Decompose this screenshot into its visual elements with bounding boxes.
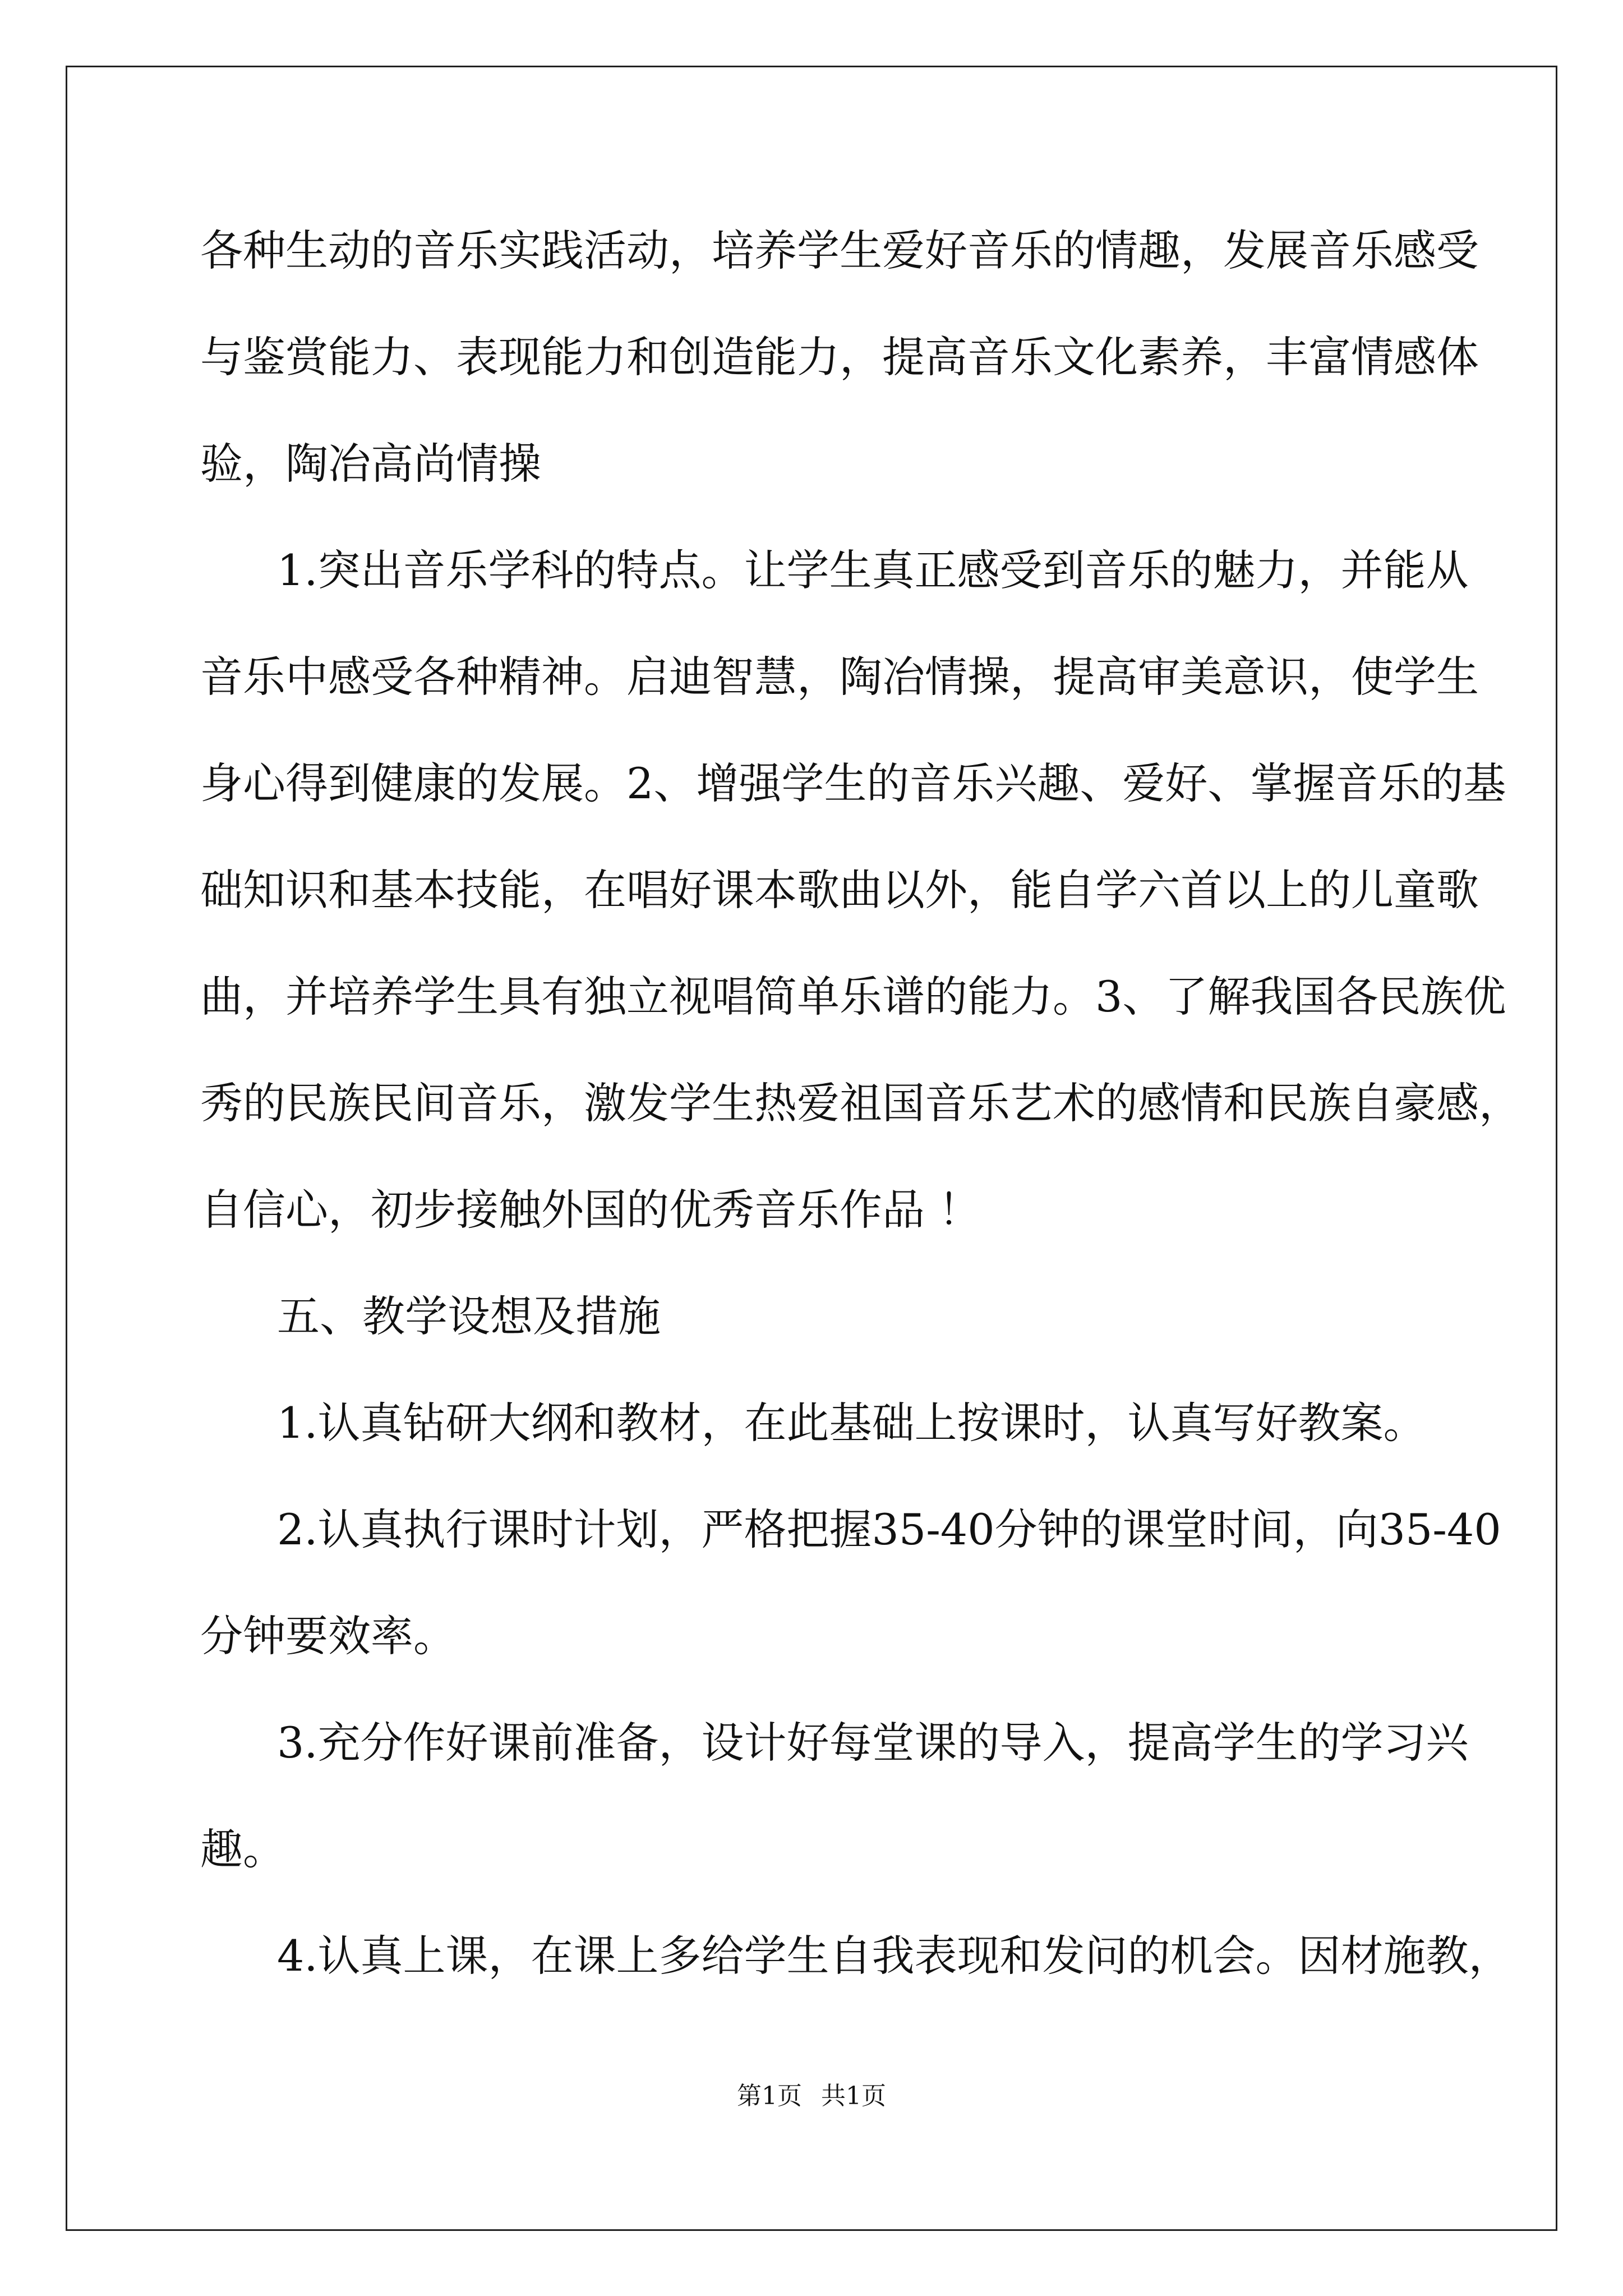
section-heading: 五、教学设想及措施	[277, 1291, 661, 1341]
text-line: 分钟要效率。	[200, 1611, 456, 1661]
text-line: 4.认真上课，在课上多给学生自我表现和发问的机会。因材施教，	[277, 1931, 1511, 1981]
text-line: 与鉴赏能力、表现能力和创造能力，提高音乐文化素养，丰富情感体	[200, 332, 1479, 382]
text-line: 趣。	[200, 1824, 285, 1874]
text-line: 3.充分作好课前准备，设计好每堂课的导入，提高学生的学习兴	[277, 1718, 1469, 1768]
text-line: 1.认真钻研大纲和教材，在此基础上按课时，认真写好教案。	[277, 1398, 1426, 1448]
text-line: 础知识和基本技能，在唱好课本歌曲以外，能自学六首以上的儿童歌	[200, 865, 1479, 915]
document-body	[200, 197, 1521, 2009]
text-line: 自信心，初步接触外国的优秀音乐作品 ！	[200, 1185, 981, 1235]
total-pages: 共1页	[821, 2082, 886, 2110]
text-line: 2.认真执行课时计划，严格把握35-40分钟的课堂时间，向35-40	[277, 1504, 1501, 1554]
text-line: 各种生动的音乐实践活动，培养学生爱好音乐的情趣，发展音乐感受	[200, 226, 1479, 275]
text-line: 验，陶冶高尚情操	[200, 439, 541, 489]
text-line: 身心得到健康的发展。2、增强学生的音乐兴趣、爱好、掌握音乐的基	[200, 758, 1506, 808]
text-line: 1.突出音乐学科的特点。让学生真正感受到音乐的魅力，并能从	[277, 545, 1469, 595]
text-line: 秀的民族民间音乐，激发学生热爱祖国音乐艺术的感情和民族自豪感，	[200, 1078, 1521, 1128]
page-footer	[0, 2076, 1623, 2111]
text-line: 曲，并培养学生具有独立视唱简单乐谱的能力。3、了解我国各民族优	[200, 972, 1506, 1022]
current-page-number: 第1页	[737, 2082, 802, 2110]
text-line: 音乐中感受各种精神。启迪智慧，陶冶情操，提高审美意识，使学生	[200, 652, 1479, 702]
